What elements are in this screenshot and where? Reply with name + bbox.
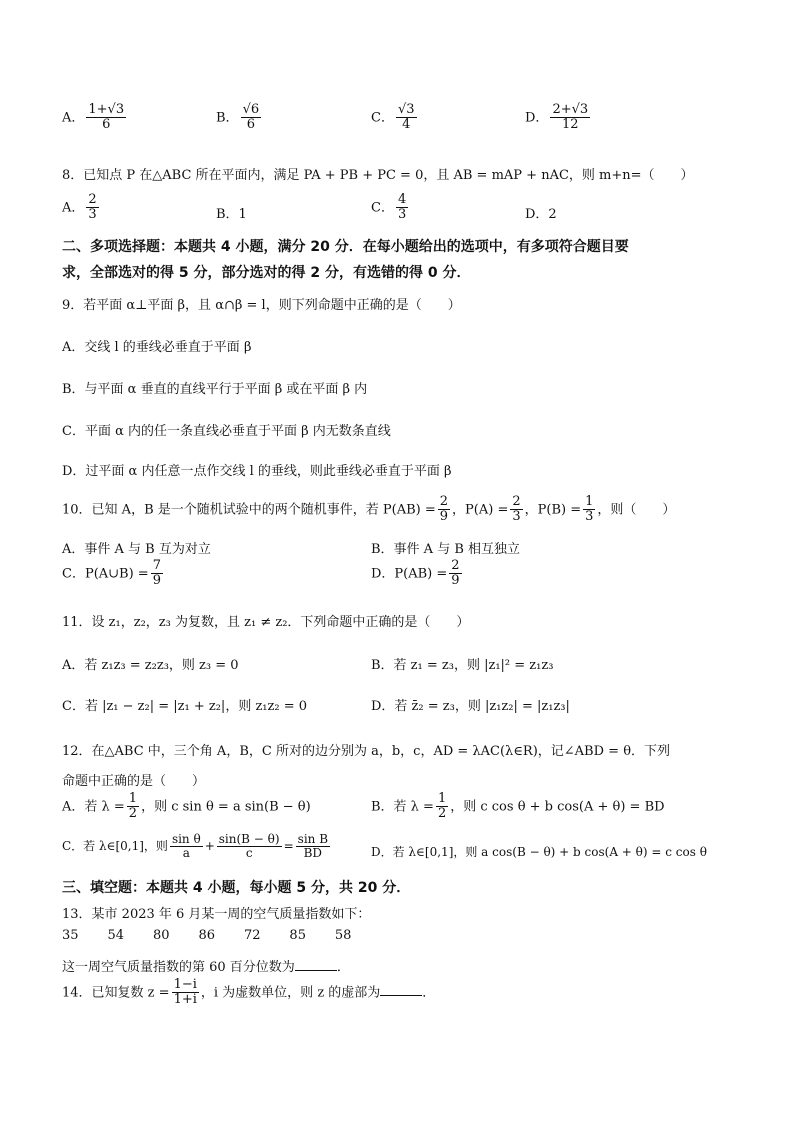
q13-values [62, 928, 351, 943]
q7-option-c: C． $\frac{√3}{4}$ [371, 102, 415, 133]
q11-option-b: B．若 z₁ = z₃，则 |z₁|² = z₁z₃ [371, 658, 554, 673]
q8-option-a: A． $\frac{2}{3}$ [62, 192, 97, 223]
q14-stem: 14．已知复数 z = $\frac{1-i}{1+i}$ ，i 为虚数单位，则 z 的虚部为 ． [62, 977, 436, 1008]
q13-value: 54 [107, 928, 125, 943]
q13-value: 80 [152, 928, 170, 943]
q10-option-d: D．P(AB) = $\frac{2}{9}$ [371, 558, 460, 589]
q13-value: 86 [198, 928, 215, 943]
q8-stem: 8．已知点 P 在△ABC 所在平面内，满足 PA + PB + PC = 0，且 AB = mAP + nAC，则 m+n=（ ） [62, 168, 694, 183]
q13-value: 58 [334, 928, 352, 943]
q12-stem-line1: 12．在△ABC 中，三个角 A，B，C 所对的边分别为 a，b，c，AD = λAC(λ∈R)，记∠ABD = θ．下列 [62, 744, 671, 759]
section3-heading: 三、填空题：本题共 4 小题，每小题 5 分，共 20 分． [62, 880, 411, 896]
q11-option-d: D．若 z̄₂ = z₃，则 |z₁z₂| = |z₁z₃| [371, 699, 570, 714]
q13-value: 85 [289, 928, 306, 943]
q13-stem: 13．某市 2023 年 6 月某一周的空气质量指数如下： [62, 907, 371, 922]
q7-option-a: A． $\frac{1+√3}{6}$ [62, 102, 125, 133]
q8-option-c: C． $\frac{4}{3}$ [371, 192, 407, 223]
q10-option-a: A．事件 A 与 B 互为对立 [62, 542, 211, 557]
q13-question: 这一周空气质量指数的第 60 百分位数为 ． [62, 960, 350, 975]
q9-stem: 9．若平面 α⊥平面 β，且 α∩β = l，则下列命题中正确的是（ ） [62, 298, 461, 313]
q10-option-c: C．P(A∪B) = $\frac{7}{9}$ [62, 558, 161, 589]
q8-option-b: B．1 [216, 207, 247, 222]
q13-value: 72 [243, 928, 261, 943]
q12-option-c: C．若 λ∈[0,1]，则 $\frac{\text{sin θ}}{a}$ + $\frac{\sin(B - \theta)}{c}$ = $\frac{\text{sin B}}{BD}$ [62, 832, 329, 861]
q11-option-c: C．若 |z₁ − z₂| = |z₁ + z₂|，则 z₁z₂ = 0 [62, 699, 307, 714]
q12-option-b: B．若 λ = $\frac{1}{2}$ ，则 c cos θ + b cos(A + θ) = BD [371, 791, 665, 822]
q12-stem-line2: 命题中正确的是（ ） [62, 774, 206, 789]
q7-option-b: B． $\frac{√6}{6}$ [216, 102, 260, 133]
q9-option-d: D．过平面 α 内任意一点作交线 l 的垂线，则此垂线必垂直于平面 β [62, 464, 452, 479]
q8-option-d: D．2 [525, 207, 557, 222]
q9-option-c: C．平面 α 内的任一条直线必垂直于平面 β 内无数条直线 [62, 424, 391, 439]
q10-stem: 10．已知 A，B 是一个随机试验中的两个随机事件，若 P(AB) = $\frac{2}{9}$ ，P(A) = $\frac{2}{3}$ ，P(B) = $\frac{1}{3}$ ，则（ ） [62, 494, 676, 525]
answer-blank[interactable] [295, 958, 337, 971]
q9-option-a: A．交线 l 的垂线必垂直于平面 β [62, 340, 252, 355]
q11-stem: 11．设 z₁，z₂，z₃ 为复数，且 z₁ ≠ z₂．下列命题中正确的是（ ） [62, 615, 470, 630]
section2-heading-line1: 二、多项选择题：本题共 4 小题，满分 20 分．在每小题给出的选项中，有多项符合题目要 [62, 239, 629, 255]
section2-heading-line2: 求，全部选对的得 5 分，部分选对的得 2 分，有选错的得 0 分． [62, 265, 471, 281]
q7-option-d: D． $\frac{2+√3}{12}$ [525, 102, 589, 133]
q12-option-a: A．若 λ = $\frac{1}{2}$ ，则 c sin θ = a sin(B − θ) [62, 791, 311, 822]
q13-value: 35 [62, 928, 79, 943]
q11-option-a: A．若 z₁z₃ = z₂z₃，则 z₃ = 0 [62, 658, 239, 673]
answer-blank[interactable] [380, 983, 422, 996]
q9-option-b: B．与平面 α 垂直的直线平行于平面 β 或在平面 β 内 [62, 382, 368, 397]
q10-option-b: B．事件 A 与 B 相互独立 [371, 542, 521, 557]
q12-option-d: D．若 λ∈[0,1]，则 a cos(B − θ) + b cos(A + θ) = c cos θ [371, 845, 707, 859]
